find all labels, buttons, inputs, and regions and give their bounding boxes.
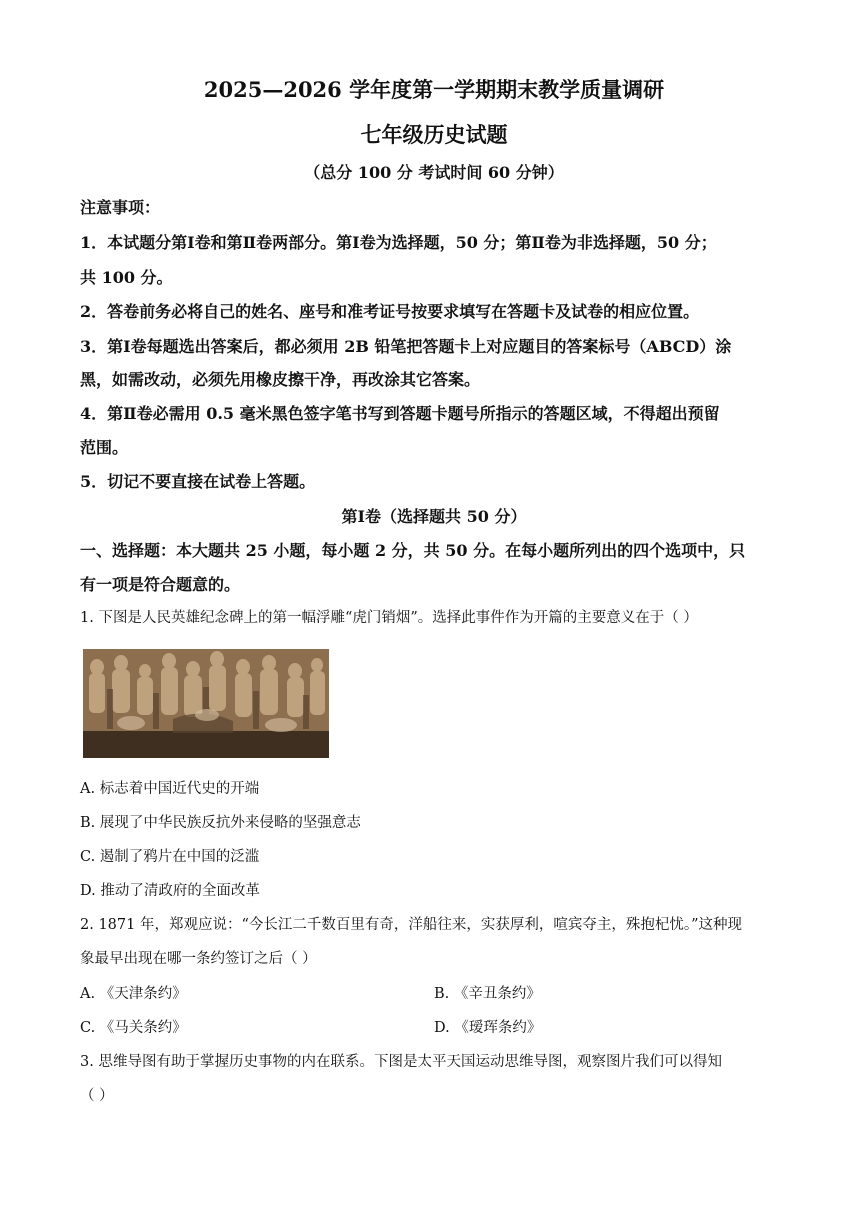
question-3-stem: 3. 思维导图有助于掌握历史事物的内在联系。下图是太平天国运动思维导图，观察图片我们可以得知 bbox=[80, 1054, 722, 1070]
section-instruction: 有一项是符合题意的。 bbox=[80, 575, 241, 594]
question-1-stem: 1. 下图是人民英雄纪念碑上的第一幅浮雕“虎门销烟”。选择此事件作为开篇的主要意义在于（ ） bbox=[80, 610, 698, 626]
q1-option-b: B. 展现了中华民族反抗外来侵略的坚强意志 bbox=[80, 815, 361, 831]
q1-option-a: A. 标志着中国近代史的开端 bbox=[80, 781, 260, 797]
question-3-stem: （ ） bbox=[80, 1088, 114, 1104]
notice-line: 2．答卷前务必将自己的姓名、座号和准考证号按要求填写在答题卡及试卷的相应位置。 bbox=[80, 302, 700, 321]
exam-subtitle: 七年级历史试题 bbox=[360, 122, 508, 147]
q2-option-b: B. 《辛丑条约》 bbox=[434, 986, 541, 1002]
q2-option-d: D. 《瑷珲条约》 bbox=[434, 1020, 542, 1036]
section-instruction: 一、选择题：本大题共 25 小题，每小题 2 分，共 50 分。在每小题所列出的四个选项中，只 bbox=[80, 541, 746, 560]
q1-option-c: C. 遏制了鸦片在中国的泛滥 bbox=[80, 849, 260, 865]
notice-line: 范围。 bbox=[80, 438, 129, 457]
section-title: 第Ⅰ卷（选择题共 50 分） bbox=[341, 507, 527, 526]
relief-sculpture-image bbox=[83, 649, 329, 758]
question-2-stem: 2. 1871 年，郑观应说：“今长江二千数百里有奇，洋船往来，实获厚利，喧宾夺主，殊抱杞忧。”这种现 bbox=[80, 917, 743, 933]
q2-option-c: C. 《马关条约》 bbox=[80, 1020, 187, 1036]
notice-line: 共 100 分。 bbox=[80, 268, 173, 287]
exam-title: 2025—2026 学年度第一学期期末教学质量调研 bbox=[203, 77, 665, 102]
score-time-info: （总分 100 分 考试时间 60 分钟） bbox=[304, 163, 564, 182]
question-2-stem: 象最早出现在哪一条约签订之后（ ） bbox=[80, 951, 317, 967]
notice-heading: 注意事项： bbox=[80, 198, 161, 217]
notice-line: 黑，如需改动，必须先用橡皮擦干净，再改涂其它答案。 bbox=[80, 370, 481, 389]
q1-option-d: D. 推动了清政府的全面改革 bbox=[80, 883, 260, 899]
notice-line: 5．切记不要直接在试卷上答题。 bbox=[80, 472, 316, 491]
notice-line: 3．第Ⅰ卷每题选出答案后，都必须用 2B 铅笔把答题卡上对应题目的答案标号（ABCD）涂 bbox=[80, 337, 732, 356]
notice-line: 1．本试题分第Ⅰ卷和第Ⅱ卷两部分。第Ⅰ卷为选择题，50 分；第Ⅱ卷为非选择题，50 分； bbox=[80, 233, 717, 252]
q2-option-a: A. 《天津条约》 bbox=[80, 986, 187, 1002]
notice-line: 4．第Ⅱ卷必需用 0.5 毫米黑色签字笔书写到答题卡题号所指示的答题区域，不得超出预留 bbox=[80, 404, 720, 423]
